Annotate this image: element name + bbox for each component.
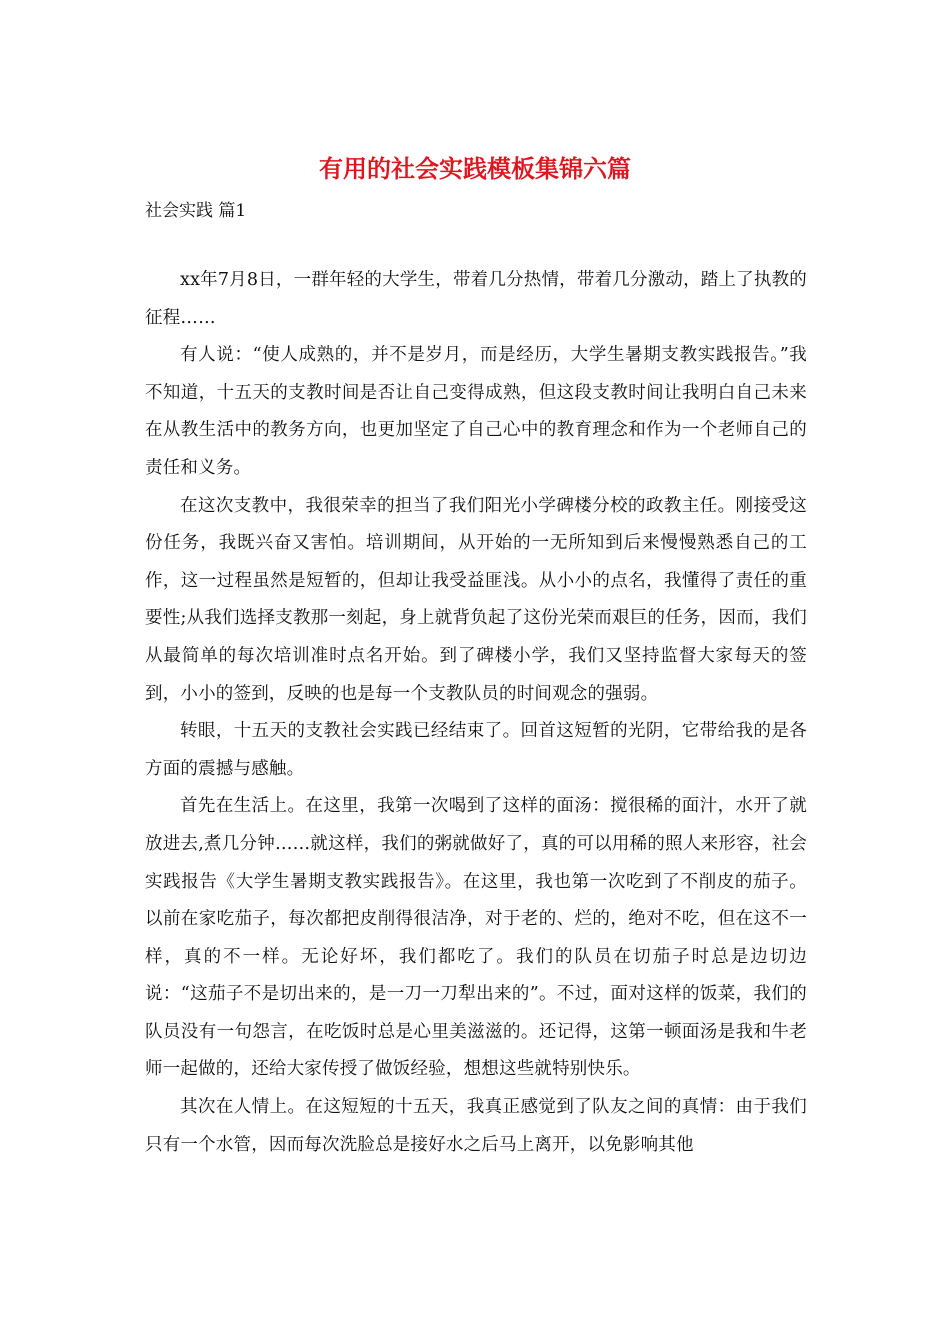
paragraph-4: 转眼，十五天的支教社会实践已经结束了。回首这短暂的光阴，它带给我的是各方面的震撼与感触。	[145, 721, 807, 779]
paragraph-2: 有人说：“使人成熟的，并不是岁月，而是经历，大学生暑期支教实践报告。”我不知道，十五天的支教时间是否让自己变得成熟，但这段支教时间让我明白自己未来在从教生活中的教务方向，也更加坚定了自己心中的教育理念和作为一个老师自己的责任和义务。	[145, 345, 807, 478]
paragraph-1: xx年7月8日，一群年轻的大学生，带着几分热情，带着几分激动，踏上了执教的征程……	[145, 270, 807, 328]
paragraph-3: 在这次支教中，我很荣幸的担当了我们阳光小学碑楼分校的政教主任。刚接受这份任务，我既兴奋又害怕。培训期间，从开始的一无所知到后来慢慢熟悉自己的工作，这一过程虽然是短暂的，但却让我受益匪浅。从小小的点名，我懂得了责任的重要性;从我们选择支教那一刻起，身上就背负起了这份光荣而艰巨的任务，因而，我们从最简单的每次培训准时点名开始。到了碑楼小学，我们又坚持监督大家每天的签到，小小的签到，反映的也是每一个支教队员的时间观念的强弱。	[145, 495, 807, 704]
document-title: 有用的社会实践模板集锦六篇	[319, 154, 631, 183]
section-heading: 社会实践 篇1	[145, 201, 247, 221]
paragraph-6: 其次在人情上。在这短短的十五天，我真正感觉到了队友之间的真情：由于我们只有一个水管，因而每次洗脸总是接好水之后马上离开，以免影响其他	[145, 1097, 807, 1155]
document-body	[145, 262, 807, 1164]
paragraph-5: 首先在生活上。在这里，我第一次喝到了这样的面汤：搅很稀的面汁，水开了就放进去,煮几分钟……就这样，我们的粥就做好了，真的可以用稀的照人来形容，社会实践报告《大学生暑期支教实践报告》。在这里，我也第一次吃到了不削皮的茄子。以前在家吃茄子，每次都把皮削得很洁净，对于老的、烂的，绝对不吃，但在这不一样，真的不一样。无论好坏，我们都吃了。我们的队员在切茄子时总是边切边说：“这茄子不是切出来的，是一刀一刀犁出来的”。不过，面对这样的饭菜，我们的队员没有一句怨言，在吃饭时总是心里美滋滋的。还记得，这第一顿面汤是我和牛老师一起做的，还给大家传授了做饭经验，想想这些就特别快乐。	[145, 796, 807, 1080]
